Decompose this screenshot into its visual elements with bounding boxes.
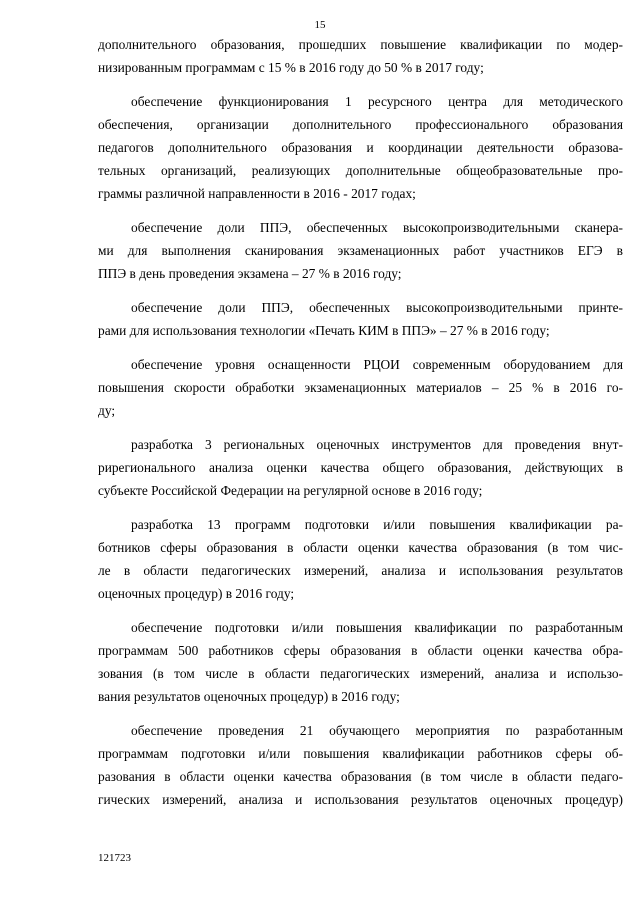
text-line: гических измерений, анализа и использования результатов оценочных процедур): [98, 792, 623, 807]
text-line: разования в области оценки качества образования (в том числе в области педаго-: [98, 769, 623, 784]
page-number: 15: [314, 19, 326, 31]
text-line: программам 500 работников сферы образования в области оценки качества обра-: [98, 643, 623, 658]
paragraph: [98, 719, 623, 811]
text-line: разработка 13 программ подготовки и/или повышения квалификации ра-: [131, 517, 623, 532]
paragraph: [98, 216, 623, 285]
document-body: [98, 33, 623, 811]
text-line: рирегионального анализа оценки качества общего образования, действующих в: [98, 460, 623, 475]
text-line: программам подготовки и/или повышения квалификации работников сферы об-: [98, 746, 623, 761]
text-line: дополнительного образования, прошедших повышение квалификации по модер-: [98, 37, 623, 52]
paragraph: [98, 353, 623, 422]
text-line: граммы различной направленности в 2016 - 2017 годах;: [98, 186, 416, 201]
text-line: обеспечение функционирования 1 ресурсного центра для методического: [131, 94, 623, 109]
text-line: ботников сферы образования в области оценки качества образования (в том чис-: [98, 540, 623, 555]
text-line: обеспечение доли ППЭ, обеспеченных высокопроизводительными принте-: [131, 300, 623, 315]
text-line: оценочных процедур) в 2016 году;: [98, 586, 295, 601]
text-line: субъекте Российской Федерации на регулярной основе в 2016 году;: [98, 483, 483, 498]
text-line: разработка 3 региональных оценочных инструментов для проведения внут-: [131, 437, 623, 452]
text-line: обеспечения, организации дополнительного профессионального образования: [98, 117, 623, 132]
text-line: повышения скорости обработки экзаменационных материалов – 25 % в 2016 го-: [98, 380, 623, 395]
paragraph: [98, 33, 623, 79]
text-line: тельных организаций, реализующих дополнительные общеобразовательные про-: [98, 163, 623, 178]
paragraph: [98, 296, 623, 342]
text-line: низированным программам с 15 % в 2016 году до 50 % в 2017 году;: [98, 60, 484, 75]
text-line: вания результатов оценочных процедур) в 2016 году;: [98, 689, 400, 704]
text-line: ду;: [98, 403, 116, 418]
text-line: обеспечение подготовки и/или повышения квалификации по разработанным: [131, 620, 623, 635]
text-line: ми для выполнения сканирования экзаменационных работ участников ЕГЭ в: [98, 243, 623, 258]
text-line: обеспечение уровня оснащенности РЦОИ современным оборудованием для: [131, 357, 623, 372]
text-line: ППЭ в день проведения экзамена – 27 % в 2016 году;: [98, 266, 402, 281]
paragraph: [98, 616, 623, 708]
text-line: ле в области педагогических измерений, анализа и использования результатов: [98, 563, 623, 578]
paragraph: [98, 433, 623, 502]
text-line: обеспечение проведения 21 обучающего мероприятия по разработанным: [131, 723, 623, 738]
paragraph: [98, 513, 623, 605]
paragraph: [98, 90, 623, 205]
text-line: зования (в том числе в области педагогических измерений, анализа и использо-: [98, 666, 623, 681]
text-line: педагогов дополнительного образования и координации деятельности образова-: [98, 140, 623, 155]
document-code: 121723: [98, 852, 131, 864]
text-line: рами для использования технологии «Печать КИМ в ППЭ» – 27 % в 2016 году;: [98, 323, 550, 338]
text-line: обеспечение доли ППЭ, обеспеченных высокопроизводительными сканера-: [131, 220, 623, 235]
